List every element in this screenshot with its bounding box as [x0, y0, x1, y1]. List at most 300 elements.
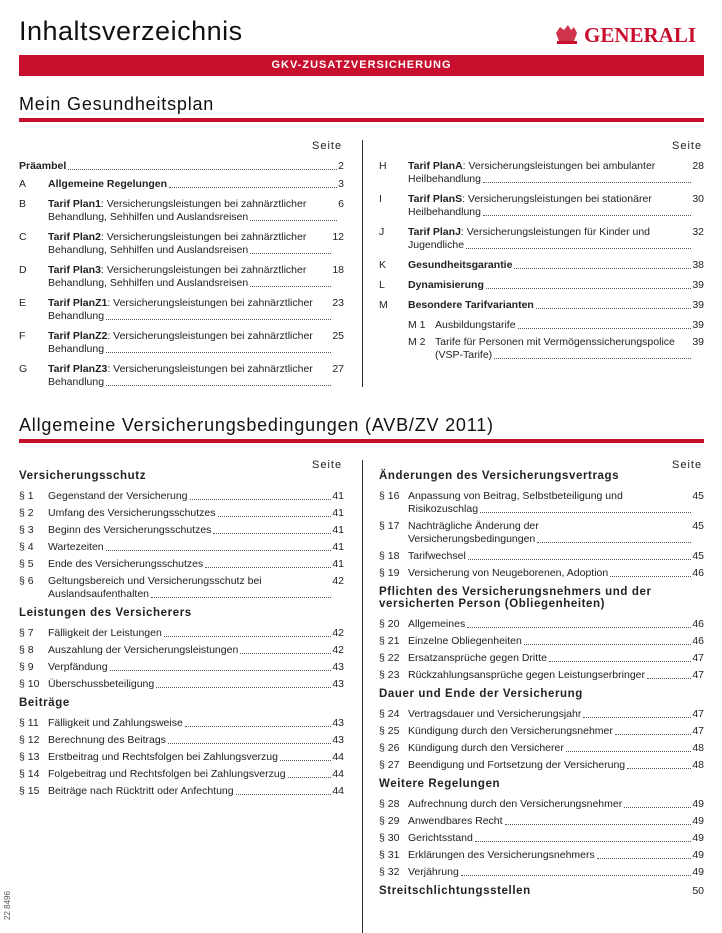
entry-code: § 18 [379, 550, 400, 562]
entry-line [408, 815, 692, 828]
toc-entry[interactable] [379, 550, 704, 563]
entry-plain: Anwendbares Recht [408, 815, 503, 827]
entry-text [408, 490, 692, 516]
leader-dots [627, 768, 691, 769]
entry-title [48, 231, 306, 243]
entry-line [408, 239, 692, 252]
entry-page: 43 [332, 661, 344, 673]
entry-page: 44 [332, 785, 344, 797]
entry-text [408, 160, 692, 186]
entry-page: 48 [692, 759, 704, 771]
entry-code: § 10 [19, 678, 40, 690]
entry-line [408, 173, 692, 186]
entry-title [408, 160, 655, 172]
entry-line [48, 264, 332, 277]
group-title: Dauer und Ende der Versicherung [379, 688, 583, 700]
entry-plain: Auszahlung der Versicherungsleistungen [48, 644, 239, 656]
entry-code: § 6 [19, 575, 34, 587]
entry-page: 49 [692, 866, 704, 878]
entry-text [408, 669, 692, 682]
entry-plain: Kündigung durch den Versicherungsnehmer [408, 725, 613, 737]
toc-group-entry[interactable] [379, 885, 704, 898]
spacer [379, 610, 704, 618]
entry-text [408, 279, 692, 292]
toc-entry[interactable] [19, 160, 344, 173]
leader-dots [583, 717, 691, 718]
entry-line [408, 206, 692, 219]
toc-entry[interactable] [19, 627, 344, 640]
entry-plain: Jugendliche [408, 239, 465, 251]
entry-title [408, 708, 581, 721]
entry-line [408, 708, 692, 721]
group-title: Streitschlichtungsstellen [379, 885, 531, 897]
entry-title [48, 785, 234, 798]
entry-line [48, 231, 332, 244]
toc-entry[interactable] [19, 678, 344, 691]
toc-entry[interactable] [379, 652, 704, 665]
entry-plain: Berechnung des Beitrags [48, 734, 166, 746]
spacer [379, 700, 704, 708]
entry-line [48, 277, 332, 290]
entry-code: I [379, 193, 382, 205]
toc-entry[interactable] [379, 618, 704, 631]
toc-entry[interactable] [19, 541, 344, 554]
entry-page: 12 [332, 231, 344, 243]
toc-entry[interactable] [19, 768, 344, 781]
entry-page: 18 [332, 264, 344, 276]
entry-page: 3 [338, 178, 344, 190]
entry-line [408, 652, 692, 665]
entry-plain: Versicherung von Neugeborenen, Adoption [408, 567, 609, 579]
spacer [19, 709, 344, 717]
entry-bold: Tarif Plan2 [48, 231, 101, 243]
entry-line [48, 244, 332, 257]
leader-dots [190, 499, 332, 500]
entry-line [408, 299, 692, 312]
entry-page: 38 [692, 259, 704, 271]
toc-entry[interactable] [379, 226, 704, 252]
entry-plain: Ersatzansprüche gegen Dritte [408, 652, 547, 664]
entry-bold: Präambel [19, 160, 67, 172]
toc-entry[interactable] [379, 279, 704, 292]
toc-entry[interactable] [19, 490, 344, 503]
generali-logo [554, 21, 699, 47]
entry-plain: Vertragsdauer und Versicherungsjahr [408, 708, 582, 720]
leader-dots [647, 678, 691, 679]
toc-entry[interactable] [19, 661, 344, 674]
entry-page: 32 [692, 226, 704, 238]
leader-dots [505, 824, 692, 825]
entry-page: 28 [692, 160, 704, 172]
entry-page: 42 [332, 575, 344, 587]
entry-title [408, 490, 623, 502]
leader-dots [106, 319, 331, 320]
entry-page: 46 [692, 618, 704, 630]
entry-page: 43 [332, 678, 344, 690]
entry-text [408, 193, 692, 219]
toc-entry[interactable] [379, 759, 704, 772]
entry-title [48, 264, 306, 276]
entry-code: § 11 [19, 717, 39, 729]
entry-text [48, 717, 332, 730]
entry-plain: Verjährung [408, 866, 459, 878]
toc-entry[interactable] [19, 507, 344, 520]
section-heading-gesundheitsplan: Mein Gesundheitsplan [19, 94, 215, 114]
toc-entry[interactable] [19, 785, 344, 798]
entry-plain: : Versicherungsleistungen bei zahnärztlicher [107, 363, 313, 375]
toc-entry[interactable] [19, 558, 344, 571]
entry-code: M 1 [408, 319, 426, 331]
entry-title [435, 319, 516, 332]
entry-code: § 20 [379, 618, 400, 630]
entry-title [48, 644, 238, 657]
entry-line [48, 785, 332, 798]
avb-list-left [19, 470, 344, 802]
entry-plain: Beiträge nach Rücktritt oder Anfechtung [48, 785, 234, 797]
entry-text [48, 490, 332, 503]
section-rule [19, 118, 704, 122]
entry-title [408, 652, 547, 665]
entry-page: 50 [692, 885, 704, 897]
entry-plain: Heilbehandlung [408, 173, 481, 185]
entry-plain: Anpassung von Beitrag, Selbstbeteiligung und [408, 490, 623, 502]
leader-dots [236, 794, 332, 795]
entry-line [408, 259, 692, 272]
entry-plain: Erklärungen des Versicherungsnehmers [408, 849, 595, 861]
leader-dots [164, 636, 331, 637]
entry-line [48, 644, 332, 657]
group-title: Versicherungsschutz [19, 470, 147, 482]
entry-text [408, 849, 692, 862]
entry-page: 6 [338, 198, 344, 210]
entry-code: M 2 [408, 336, 426, 348]
entry-title [48, 627, 162, 640]
entry-text [435, 319, 692, 332]
entry-page: 41 [332, 541, 344, 553]
entry-plain: : Versicherungsleistungen bei zahnärztlicher [100, 198, 307, 210]
entry-line [48, 661, 332, 674]
entry-code: § 3 [19, 524, 34, 536]
entry-plain: Auslandsaufenthalten [48, 588, 149, 600]
toc-list-right [379, 160, 704, 366]
entry-plain: Aufrechnung durch den Versicherungsnehmer [408, 798, 623, 810]
entry-text [48, 751, 332, 764]
entry-plain: : Versicherungsleistungen bei stationärer [462, 193, 652, 205]
entry-line [48, 490, 332, 503]
toc-entry[interactable] [19, 363, 344, 389]
entry-code: § 8 [19, 644, 34, 656]
entry-text [408, 815, 692, 828]
leader-dots [467, 627, 691, 628]
entry-page: 49 [692, 832, 704, 844]
toc-entry[interactable] [379, 725, 704, 738]
entry-line [48, 768, 332, 781]
entry-code: L [379, 279, 385, 291]
leader-dots [205, 567, 331, 568]
entry-page: 41 [332, 524, 344, 536]
entry-plain: Beendigung und Fortsetzung der Versicherung [408, 759, 626, 771]
entry-line [48, 678, 332, 691]
entry-line [48, 330, 332, 343]
entry-plain: Behandlung, Sehhilfen und Auslandsreisen [48, 277, 249, 289]
toc-entry[interactable] [379, 567, 704, 580]
entry-title [48, 507, 216, 520]
toc-entry[interactable] [379, 798, 704, 811]
leader-dots [480, 512, 691, 513]
entry-plain: Kündigung durch den Versicherer [408, 742, 564, 754]
entry-page: 47 [692, 725, 704, 737]
entry-plain: : Versicherungsleistungen bei ambulanter [462, 160, 656, 172]
entry-page: 43 [332, 717, 344, 729]
entry-plain: Risikozuschlag [408, 503, 479, 515]
leader-dots [624, 807, 691, 808]
entry-page: 47 [692, 708, 704, 720]
entry-line [48, 310, 332, 323]
entry-code: § 32 [379, 866, 400, 878]
entry-plain: Ausbildungstarife [435, 319, 516, 331]
leader-dots [250, 253, 331, 254]
entry-title [48, 524, 211, 537]
entry-line [435, 349, 692, 362]
entry-title [408, 635, 522, 648]
entry-line [48, 376, 332, 389]
entry-page: 43 [332, 734, 344, 746]
toc-entry[interactable] [19, 330, 344, 356]
entry-line [48, 627, 332, 640]
entry-page: 30 [692, 193, 704, 205]
leader-dots [68, 169, 337, 170]
entry-text [48, 507, 332, 520]
leader-dots [610, 576, 691, 577]
entry-text [408, 742, 692, 755]
entry-title [408, 815, 503, 828]
entry-line [408, 725, 692, 738]
entry-line [435, 319, 692, 332]
toc-entry[interactable] [379, 708, 704, 721]
entry-title [408, 193, 652, 205]
leader-dots [185, 726, 331, 727]
entry-text [408, 708, 692, 721]
entry-text [408, 798, 692, 811]
toc-entry[interactable] [379, 259, 704, 272]
entry-plain: Fälligkeit und Zahlungsweise [48, 717, 183, 729]
entry-line [48, 178, 338, 191]
entry-line [408, 759, 692, 772]
entry-plain: Umfang des Versicherungsschutzes [48, 507, 216, 519]
toc-entry[interactable] [19, 297, 344, 323]
toc-entry[interactable] [19, 575, 344, 601]
section-rule [19, 439, 704, 443]
entry-code: § 24 [379, 708, 400, 720]
entry-line [48, 734, 332, 747]
toc-entry[interactable] [19, 751, 344, 764]
entry-plain: Behandlung, Sehhilfen und Auslandsreisen [48, 244, 249, 256]
entry-title [48, 734, 166, 747]
entry-code: J [379, 226, 385, 238]
entry-line [408, 567, 692, 580]
entry-title [48, 198, 306, 210]
entry-title [48, 178, 167, 191]
entry-code: § 13 [19, 751, 40, 763]
entry-page: 39 [692, 299, 704, 311]
spacer [379, 790, 704, 798]
entry-title [408, 259, 512, 272]
toc-entry[interactable] [379, 193, 704, 219]
entry-bold: Tarif PlanS [408, 193, 463, 205]
toc-entry[interactable] [19, 198, 344, 224]
entry-title [48, 490, 188, 503]
entry-line [48, 541, 332, 554]
entry-plain: : Versicherungsleistungen für Kinder und [460, 226, 651, 238]
entry-line [408, 490, 692, 503]
page-title: Inhaltsverzeichnis [19, 16, 243, 46]
entry-code: C [19, 231, 27, 243]
group-title: Beiträge [19, 697, 70, 709]
entry-text [48, 178, 338, 191]
entry-title [48, 541, 104, 554]
entry-line [408, 742, 692, 755]
toc-entry[interactable] [379, 490, 704, 516]
entry-line [408, 550, 692, 563]
entry-title [408, 866, 459, 879]
toc-entry[interactable] [379, 336, 704, 362]
entry-page: 39 [692, 279, 704, 291]
entry-line [408, 226, 692, 239]
entry-title [408, 299, 534, 312]
entry-title [408, 669, 645, 682]
entry-code: § 7 [19, 627, 34, 639]
entry-bold: Besondere Tarifvarianten [408, 299, 534, 311]
entry-bold: Tarif Plan1 [48, 198, 101, 210]
toc-entry[interactable] [19, 644, 344, 657]
entry-title [48, 678, 154, 691]
entry-title [408, 759, 625, 772]
toc-entry[interactable] [19, 264, 344, 290]
entry-text [435, 336, 692, 362]
entry-plain: Versicherungsbedingungen [408, 533, 536, 545]
entry-title [408, 618, 465, 631]
entry-text [48, 678, 332, 691]
entry-line [48, 343, 332, 356]
entry-text [408, 759, 692, 772]
entry-code: B [19, 198, 27, 210]
group-title: Leistungen des Versicherers [19, 607, 192, 619]
entry-line [408, 279, 692, 292]
entry-text [408, 299, 692, 312]
toc-entry[interactable] [379, 669, 704, 682]
toc-entry[interactable] [19, 178, 344, 191]
entry-plain: Überschussbeteiligung [48, 678, 155, 690]
toc-entry[interactable] [19, 717, 344, 730]
toc-entry[interactable] [379, 742, 704, 755]
toc-entry[interactable] [19, 524, 344, 537]
entry-line [408, 866, 692, 879]
entry-line [48, 507, 332, 520]
entry-code: § 17 [379, 520, 400, 532]
toc-entry[interactable] [379, 815, 704, 828]
toc-entry[interactable] [379, 319, 704, 332]
leader-dots [483, 182, 691, 183]
entry-plain: : Versicherungsleistungen bei zahnärztlicher [107, 330, 313, 342]
banner [19, 55, 704, 76]
entry-code: A [19, 178, 27, 190]
toc-entry[interactable] [379, 160, 704, 186]
entry-plain: Einzelne Obliegenheiten [408, 635, 522, 647]
entry-plain: Tarife für Personen mit Vermögenssicherungspolice [435, 336, 675, 348]
entry-code: M [379, 299, 388, 311]
toc-entry[interactable] [379, 832, 704, 845]
seite-label-right: Seite [672, 459, 703, 471]
entry-page: 39 [692, 319, 704, 331]
toc-entry[interactable] [19, 231, 344, 257]
entry-code: § 25 [379, 725, 400, 737]
entry-plain: Behandlung [48, 343, 105, 355]
leader-dots [461, 875, 692, 876]
entry-page: 41 [332, 507, 344, 519]
entry-line [408, 533, 692, 546]
entry-text [48, 734, 332, 747]
entry-text [48, 558, 332, 571]
leader-dots [106, 550, 332, 551]
entry-page: 48 [692, 742, 704, 754]
leader-dots [566, 751, 691, 752]
leader-dots [218, 516, 332, 517]
entry-code: § 29 [379, 815, 400, 827]
entry-title [48, 558, 203, 571]
entry-line [408, 635, 692, 648]
leader-dots [494, 358, 691, 359]
entry-plain: Verpfändung [48, 661, 108, 673]
entry-page: 46 [692, 635, 704, 647]
entry-code: § 22 [379, 652, 400, 664]
entry-line [48, 524, 332, 537]
entry-code: § 30 [379, 832, 400, 844]
entry-plain: Folgebeitrag und Rechtsfolgen bei Zahlungsverzug [48, 768, 286, 780]
avb-list-right [379, 470, 704, 898]
entry-code: § 4 [19, 541, 34, 553]
entry-code: K [379, 259, 387, 271]
entry-page: 49 [692, 798, 704, 810]
entry-line [408, 669, 692, 682]
toc-entry[interactable] [379, 299, 704, 312]
spacer [19, 482, 344, 490]
entry-page: 49 [692, 849, 704, 861]
entry-text [408, 832, 692, 845]
toc-entry[interactable] [379, 849, 704, 862]
entry-page: 39 [692, 336, 704, 348]
leader-dots [597, 858, 692, 859]
leader-dots [483, 215, 691, 216]
entry-page: 41 [332, 558, 344, 570]
entry-line [48, 558, 332, 571]
toc-entry[interactable] [379, 635, 704, 648]
toc-entry[interactable] [379, 520, 704, 546]
entry-title [408, 798, 622, 811]
leader-dots [213, 533, 331, 534]
entry-line [408, 503, 692, 516]
entry-code: D [19, 264, 27, 276]
entry-plain: Geltungsbereich und Versicherungsschutz bei [48, 575, 262, 587]
leader-dots [475, 841, 692, 842]
entry-text [408, 635, 692, 648]
toc-entry[interactable] [19, 734, 344, 747]
leader-dots [250, 286, 331, 287]
toc-entry[interactable] [379, 866, 704, 879]
entry-page: 42 [332, 627, 344, 639]
entry-page: 27 [332, 363, 344, 375]
entry-title [408, 520, 539, 532]
entry-text [408, 866, 692, 879]
